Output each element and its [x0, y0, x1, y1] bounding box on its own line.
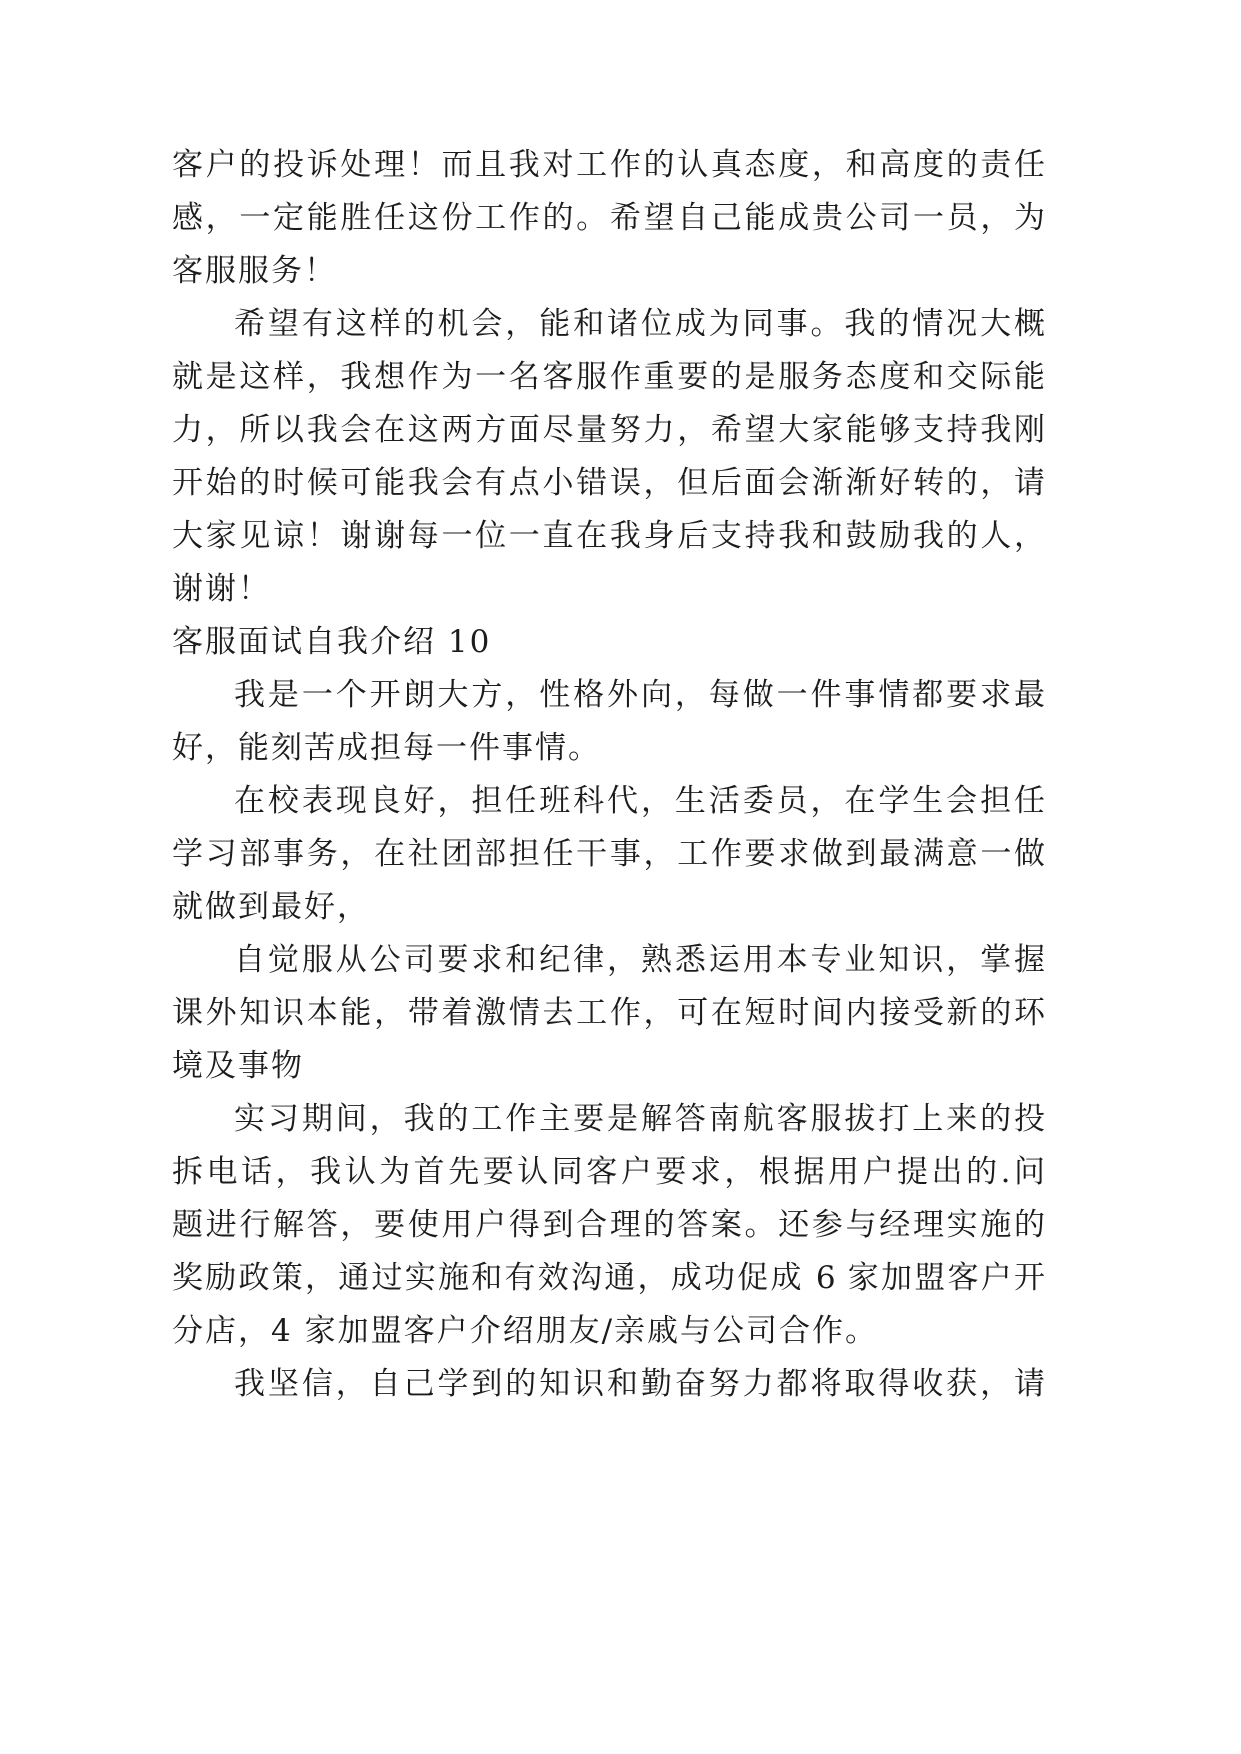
paragraph-internship [172, 1093, 1045, 1358]
paragraph-line: 自觉服从公司要求和纪律，熟悉运用本专业知识，掌握 [234, 942, 1045, 978]
paragraph-line: 我坚信，自己学到的知识和勤奋努力都将取得收获，请 [234, 1366, 1045, 1402]
paragraph-line: 实习期间，我的工作主要是解答南航客服拔打上来的投 [234, 1101, 1045, 1137]
paragraph-line: 客服服务！ [172, 253, 337, 289]
section-heading: 客服面试自我介绍 10 [172, 624, 492, 660]
paragraph-closing [172, 298, 1045, 616]
paragraph-line: 谢谢！ [172, 571, 271, 607]
paragraph-belief [172, 1358, 1045, 1411]
document-body [172, 139, 1045, 1411]
paragraph-school [172, 775, 1045, 934]
paragraph-line: 希望有这样的机会，能和诸位成为同事。我的情况大概 [234, 306, 1045, 342]
paragraph-line: 力，所以我会在这两方面尽量努力，希望大家能够支持我刚 [172, 412, 1045, 448]
paragraph-line: 就做到最好， [172, 889, 370, 925]
paragraph-line: 拆电话，我认为首先要认同客户要求，根据用户提出的.问 [172, 1154, 1045, 1190]
paragraph-line: 学习部事务，在社团部担任干事，工作要求做到最满意一做 [172, 836, 1045, 872]
paragraph-line: 境及事物 [172, 1048, 304, 1084]
paragraph-line: 分店，4 家加盟客户介绍朋友/亲戚与公司合作。 [172, 1313, 879, 1349]
paragraph-line: 客户的投诉处理！而且我对工作的认真态度，和高度的责任 [172, 147, 1045, 183]
paragraph-line: 课外知识本能，带着激情去工作，可在短时间内接受新的环 [172, 995, 1045, 1031]
paragraph-line: 感，一定能胜任这份工作的。希望自己能成贵公司一员，为 [172, 200, 1045, 236]
paragraph-line: 我是一个开朗大方，性格外向，每做一件事情都要求最 [234, 677, 1045, 713]
paragraph-line: 就是这样，我想作为一名客服作重要的是服务态度和交际能 [172, 359, 1045, 395]
paragraph-line: 奖励政策，通过实施和有效沟通，成功促成 6 家加盟客户开 [172, 1260, 1045, 1296]
paragraph-line: 开始的时候可能我会有点小错误，但后面会渐渐好转的，请 [172, 465, 1045, 501]
paragraph-line: 好，能刻苦成担每一件事情。 [172, 730, 601, 766]
paragraph-line: 大家见谅！谢谢每一位一直在我身后支持我和鼓励我的人， [172, 518, 1045, 554]
paragraph-continued [172, 139, 1045, 298]
paragraph-line: 在校表现良好，担任班科代，生活委员，在学生会担任 [234, 783, 1045, 819]
paragraph-discipline [172, 934, 1045, 1093]
paragraph-line: 题进行解答，要使用户得到合理的答案。还参与经理实施的 [172, 1207, 1045, 1243]
paragraph-personality [172, 669, 1045, 775]
